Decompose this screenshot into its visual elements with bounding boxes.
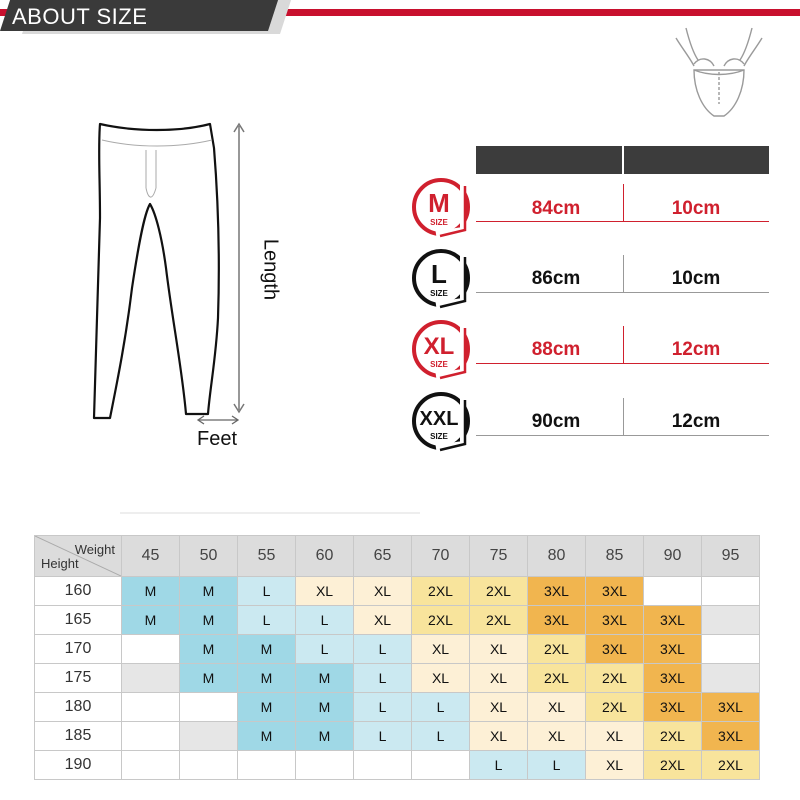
size-m-separator — [623, 184, 624, 222]
size-row-xxl — [0, 390, 800, 450]
height-label: 190 — [35, 751, 122, 780]
svg-text:XXL: XXL — [419, 408, 459, 430]
page-title: ABOUT SIZE — [12, 4, 148, 29]
size-l-separator — [623, 255, 624, 293]
svg-text:XL: XL — [423, 333, 455, 360]
size-cell: M — [238, 722, 296, 751]
size-cell: 3XL — [586, 606, 644, 635]
size-cell: 3XL — [586, 635, 644, 664]
size-chart-header-row — [35, 536, 760, 577]
table-row — [35, 664, 760, 693]
size-cell — [644, 577, 702, 606]
size-cell: XL — [470, 693, 528, 722]
size-cell: XL — [412, 664, 470, 693]
size-cell: 2XL — [644, 751, 702, 780]
weight-header: 55 — [238, 536, 296, 577]
size-cell — [122, 693, 180, 722]
waist-measure-icon — [664, 26, 774, 122]
size-cell: L — [412, 722, 470, 751]
size-cell: L — [412, 693, 470, 722]
size-cell: 2XL — [586, 693, 644, 722]
size-cell: M — [180, 664, 238, 693]
height-label: 180 — [35, 693, 122, 722]
svg-text:M: M — [428, 188, 450, 218]
size-cell: L — [296, 635, 354, 664]
size-xl-length: 88cm — [531, 339, 581, 360]
size-l-feet: 10cm — [671, 268, 721, 289]
size-l-badge-icon — [410, 247, 472, 309]
size-m-badge-icon — [410, 176, 472, 238]
height-label: 175 — [35, 664, 122, 693]
length-label: Length — [259, 238, 282, 301]
feet-label: Feet — [197, 428, 238, 450]
size-cell — [122, 751, 180, 780]
size-cell: M — [122, 606, 180, 635]
table-row — [35, 577, 760, 606]
weight-header: 70 — [412, 536, 470, 577]
size-m-length: 84cm — [531, 198, 581, 219]
size-cell: 3XL — [644, 693, 702, 722]
size-xxl-length: 90cm — [531, 411, 581, 432]
svg-text:SIZE: SIZE — [430, 289, 448, 298]
size-row-xl — [0, 318, 800, 378]
size-cell: 3XL — [702, 722, 760, 751]
size-cell: M — [296, 664, 354, 693]
size-cell — [122, 722, 180, 751]
size-cell: 3XL — [644, 635, 702, 664]
size-cell: XL — [354, 577, 412, 606]
size-cell: 2XL — [528, 635, 586, 664]
weight-header: 90 — [644, 536, 702, 577]
size-cell: L — [470, 751, 528, 780]
size-cell: 2XL — [412, 577, 470, 606]
size-cell: 2XL — [586, 664, 644, 693]
size-cell — [296, 751, 354, 780]
table-row — [35, 693, 760, 722]
size-cell: 2XL — [470, 606, 528, 635]
size-cell — [354, 751, 412, 780]
size-cell: XL — [296, 577, 354, 606]
size-chart-table — [34, 535, 760, 780]
size-row-m — [0, 176, 800, 236]
size-cell — [180, 722, 238, 751]
weight-header: 45 — [122, 536, 180, 577]
size-xl-badge-icon — [410, 318, 472, 380]
table-row — [35, 606, 760, 635]
size-cell: L — [354, 722, 412, 751]
weight-header: 60 — [296, 536, 354, 577]
size-xxl-separator — [623, 398, 624, 436]
size-cell: 3XL — [528, 577, 586, 606]
size-cell: L — [354, 693, 412, 722]
size-xxl-badge-icon — [410, 390, 472, 452]
size-cell — [122, 635, 180, 664]
size-cell: M — [238, 635, 296, 664]
size-cell: L — [354, 664, 412, 693]
size-cell: XL — [470, 722, 528, 751]
size-cell: 2XL — [702, 751, 760, 780]
corner-height-label: Height — [41, 556, 79, 571]
size-table-header-length — [476, 146, 622, 174]
weight-header: 95 — [702, 536, 760, 577]
size-cell — [702, 635, 760, 664]
size-cell — [180, 751, 238, 780]
size-cell: 2XL — [470, 577, 528, 606]
size-xl-feet: 12cm — [671, 339, 721, 360]
size-cell: M — [180, 577, 238, 606]
size-cell: 3XL — [528, 606, 586, 635]
size-cell: XL — [412, 635, 470, 664]
size-cell — [412, 751, 470, 780]
size-cell: XL — [586, 722, 644, 751]
weight-header: 75 — [470, 536, 528, 577]
size-table-header-feet — [624, 146, 769, 174]
svg-text:L: L — [431, 259, 447, 289]
table-row — [35, 751, 760, 780]
svg-text:SIZE: SIZE — [430, 218, 448, 227]
size-cell — [702, 577, 760, 606]
size-cell: XL — [470, 664, 528, 693]
size-cell: 2XL — [528, 664, 586, 693]
height-label: 185 — [35, 722, 122, 751]
size-chart-corner — [35, 536, 122, 577]
divider — [120, 512, 420, 514]
size-cell: M — [180, 635, 238, 664]
size-xxl-feet: 12cm — [671, 411, 721, 432]
size-cell: M — [122, 577, 180, 606]
size-l-length: 86cm — [531, 268, 581, 289]
size-cell: M — [238, 664, 296, 693]
size-cell — [238, 751, 296, 780]
size-cell — [702, 606, 760, 635]
size-cell: XL — [354, 606, 412, 635]
weight-header: 80 — [528, 536, 586, 577]
size-xl-separator — [623, 326, 624, 364]
size-cell: M — [296, 693, 354, 722]
weight-header: 85 — [586, 536, 644, 577]
weight-header: 50 — [180, 536, 238, 577]
svg-text:SIZE: SIZE — [430, 432, 448, 441]
size-cell — [180, 693, 238, 722]
corner-weight-label: Weight — [74, 542, 115, 557]
height-label: 170 — [35, 635, 122, 664]
size-cell: XL — [528, 722, 586, 751]
size-cell: XL — [528, 693, 586, 722]
size-cell: 2XL — [644, 722, 702, 751]
size-cell: L — [238, 606, 296, 635]
size-cell: M — [238, 693, 296, 722]
size-cell: XL — [470, 635, 528, 664]
svg-text:SIZE: SIZE — [430, 360, 448, 369]
size-cell: L — [296, 606, 354, 635]
size-cell: M — [180, 606, 238, 635]
size-cell: L — [354, 635, 412, 664]
height-label: 165 — [35, 606, 122, 635]
size-cell: 3XL — [644, 606, 702, 635]
size-cell: 3XL — [702, 693, 760, 722]
size-cell: 2XL — [412, 606, 470, 635]
size-cell: 3XL — [586, 577, 644, 606]
size-cell: XL — [586, 751, 644, 780]
size-cell — [702, 664, 760, 693]
table-row — [35, 722, 760, 751]
size-cell: L — [238, 577, 296, 606]
weight-header: 65 — [354, 536, 412, 577]
table-row — [35, 635, 760, 664]
size-cell: L — [528, 751, 586, 780]
height-label: 160 — [35, 577, 122, 606]
size-m-feet: 10cm — [671, 198, 721, 219]
size-cell: M — [296, 722, 354, 751]
size-row-l — [0, 247, 800, 307]
size-cell — [122, 664, 180, 693]
size-cell: 3XL — [644, 664, 702, 693]
